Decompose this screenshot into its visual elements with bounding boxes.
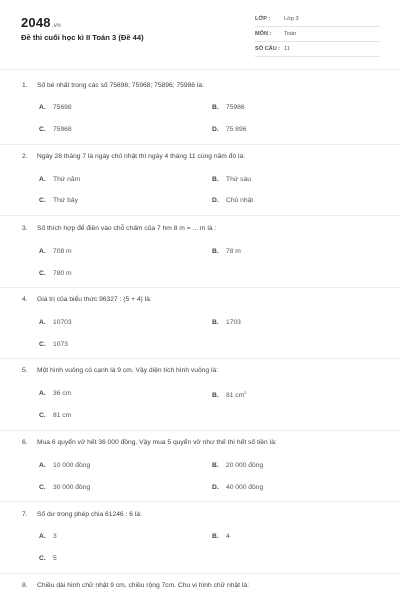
question-text: Giá trị của biểu thức 96327 : (5 + 4) là: bbox=[37, 296, 152, 303]
option-letter: B. bbox=[212, 176, 219, 183]
meta-label: LỚP : bbox=[255, 16, 271, 22]
question-number: 3. bbox=[22, 225, 28, 232]
option-letter: C. bbox=[39, 341, 46, 348]
question-divider bbox=[0, 144, 400, 145]
question-text: Một hình vuông có cạnh là 9 cm. Vậy diện tích hình vuông là: bbox=[37, 367, 219, 374]
option-text: 10703 bbox=[53, 319, 72, 326]
option-4a[interactable] bbox=[39, 319, 72, 326]
option-1a[interactable] bbox=[39, 104, 72, 111]
option-6c[interactable] bbox=[39, 484, 90, 491]
option-letter: B. bbox=[212, 392, 219, 400]
option-letter: B. bbox=[212, 533, 219, 540]
option-letter: A. bbox=[39, 104, 46, 111]
question-3 bbox=[22, 225, 216, 232]
option-4b[interactable] bbox=[212, 319, 241, 326]
option-letter: B. bbox=[212, 462, 219, 469]
option-1d[interactable] bbox=[212, 126, 246, 133]
option-4c[interactable] bbox=[39, 341, 68, 348]
question-divider bbox=[0, 573, 400, 574]
option-text: 708 m bbox=[53, 248, 72, 255]
option-text: 36 cm bbox=[53, 390, 72, 397]
option-text: Thứ năm bbox=[53, 176, 81, 183]
meta-class bbox=[255, 14, 380, 27]
option-text: 5 bbox=[53, 555, 57, 562]
option-6a[interactable] bbox=[39, 462, 90, 469]
option-text: 75 896 bbox=[226, 126, 247, 133]
option-letter: A. bbox=[39, 248, 46, 255]
question-text: Ngày 28 tháng 7 là ngày chủ nhật thì ngày 4 tháng 11 cùng năm đó là: bbox=[37, 153, 246, 160]
question-number: 2. bbox=[22, 153, 28, 160]
option-letter: C. bbox=[39, 270, 46, 277]
option-2b[interactable] bbox=[212, 176, 251, 183]
option-5c[interactable] bbox=[39, 412, 71, 419]
question-number: 8. bbox=[22, 582, 28, 589]
option-letter: B. bbox=[212, 248, 219, 255]
meta-question-count bbox=[255, 44, 380, 57]
meta-subject bbox=[255, 29, 380, 42]
option-letter: A. bbox=[39, 462, 46, 469]
option-1c[interactable] bbox=[39, 126, 72, 133]
option-2d[interactable] bbox=[212, 197, 253, 204]
option-letter: C. bbox=[39, 484, 46, 491]
site-logo[interactable] bbox=[21, 15, 61, 30]
header-divider bbox=[0, 69, 400, 70]
option-text: 81 cm bbox=[226, 392, 245, 400]
meta-value: Lớp 3 bbox=[284, 16, 299, 22]
option-5a[interactable] bbox=[39, 390, 71, 397]
meta-label: SỐ CÂU : bbox=[255, 46, 281, 52]
question-6 bbox=[22, 439, 277, 446]
question-2 bbox=[22, 153, 245, 160]
question-number: 5. bbox=[22, 367, 28, 374]
superscript: 2 bbox=[244, 390, 247, 395]
question-number: 7. bbox=[22, 511, 28, 518]
option-letter: D. bbox=[212, 484, 219, 491]
option-letter: D. bbox=[212, 126, 219, 133]
option-text: Thứ bảy bbox=[53, 197, 78, 204]
option-letter: C. bbox=[39, 412, 46, 419]
option-letter: D. bbox=[212, 197, 219, 204]
question-text: Số bé nhất trong các số 75698; 75968; 75896; 75986 là: bbox=[37, 82, 204, 89]
question-number: 1. bbox=[22, 82, 28, 89]
question-divider bbox=[0, 501, 400, 502]
option-letter: A. bbox=[39, 176, 46, 183]
option-letter: B. bbox=[212, 319, 219, 326]
option-text: 780 m bbox=[53, 270, 72, 277]
option-text: 1703 bbox=[226, 319, 241, 326]
option-3c[interactable] bbox=[39, 270, 72, 277]
question-text: Số dư trong phép chia 61246 : 6 là: bbox=[37, 511, 142, 518]
option-letter: C. bbox=[39, 197, 46, 204]
option-5b[interactable] bbox=[212, 390, 246, 399]
meta-label: MÔN : bbox=[255, 31, 272, 37]
option-1b[interactable] bbox=[212, 104, 245, 111]
question-text: Chiều dài hình chữ nhật 9 cm, chiều rộng 7cm. Chu vi hình chữ nhật là: bbox=[37, 582, 249, 589]
option-text: 75698 bbox=[53, 104, 72, 111]
option-letter: B. bbox=[212, 104, 219, 111]
option-text: 81 cm bbox=[53, 412, 72, 419]
question-number: 6. bbox=[22, 439, 28, 446]
meta-value: Toán bbox=[284, 31, 297, 37]
option-letter: C. bbox=[39, 555, 46, 562]
option-3a[interactable] bbox=[39, 248, 72, 255]
exam-title: Đề thi cuối học kì II Toán 3 (Đề 44) bbox=[21, 33, 144, 42]
option-7c[interactable] bbox=[39, 555, 57, 562]
option-text: 40 000 đồng bbox=[226, 484, 264, 491]
question-divider bbox=[0, 215, 400, 216]
option-7b[interactable] bbox=[212, 533, 230, 540]
option-text: 75968 bbox=[53, 126, 72, 133]
question-7 bbox=[22, 511, 142, 518]
meta-value: 11 bbox=[284, 46, 290, 52]
option-letter: A. bbox=[39, 533, 46, 540]
question-divider bbox=[0, 430, 400, 431]
option-text: 20 000 đồng bbox=[226, 462, 264, 469]
option-letter: A. bbox=[39, 390, 46, 397]
header bbox=[0, 0, 400, 62]
option-letter: A. bbox=[39, 319, 46, 326]
question-5 bbox=[22, 367, 218, 374]
option-7a[interactable] bbox=[39, 533, 57, 540]
logo-suffix: .vn bbox=[51, 23, 62, 29]
option-3b[interactable] bbox=[212, 248, 241, 255]
option-text: 1073 bbox=[53, 341, 68, 348]
question-divider bbox=[0, 287, 400, 288]
option-letter: C. bbox=[39, 126, 46, 133]
option-text: Thứ sáu bbox=[226, 176, 251, 183]
option-text: 30 000 đồng bbox=[53, 484, 91, 491]
option-text: 75986 bbox=[226, 104, 245, 111]
question-divider bbox=[0, 358, 400, 359]
option-text: 10 000 đồng bbox=[53, 462, 91, 469]
option-text: Chủ nhật bbox=[226, 197, 254, 204]
question-4 bbox=[22, 296, 152, 303]
question-text: Mua 6 quyển vở hết 36 000 đồng. Vậy mua 5 quyển vở như thế thì hết số tiền là: bbox=[37, 439, 277, 446]
question-text: Số thích hợp để điền vào chỗ chấm của 7 hm 8 m = ... m là : bbox=[37, 225, 217, 232]
question-number: 4. bbox=[22, 296, 28, 303]
logo-main: 2048 bbox=[21, 15, 51, 30]
option-text: 78 m bbox=[226, 248, 241, 255]
option-2c[interactable] bbox=[39, 197, 78, 204]
question-1 bbox=[22, 82, 204, 89]
option-6b[interactable] bbox=[212, 462, 263, 469]
option-text: 3 bbox=[53, 533, 57, 540]
option-text: 4 bbox=[226, 533, 230, 540]
option-2a[interactable] bbox=[39, 176, 80, 183]
option-6d[interactable] bbox=[212, 484, 263, 491]
question-8 bbox=[22, 582, 249, 589]
